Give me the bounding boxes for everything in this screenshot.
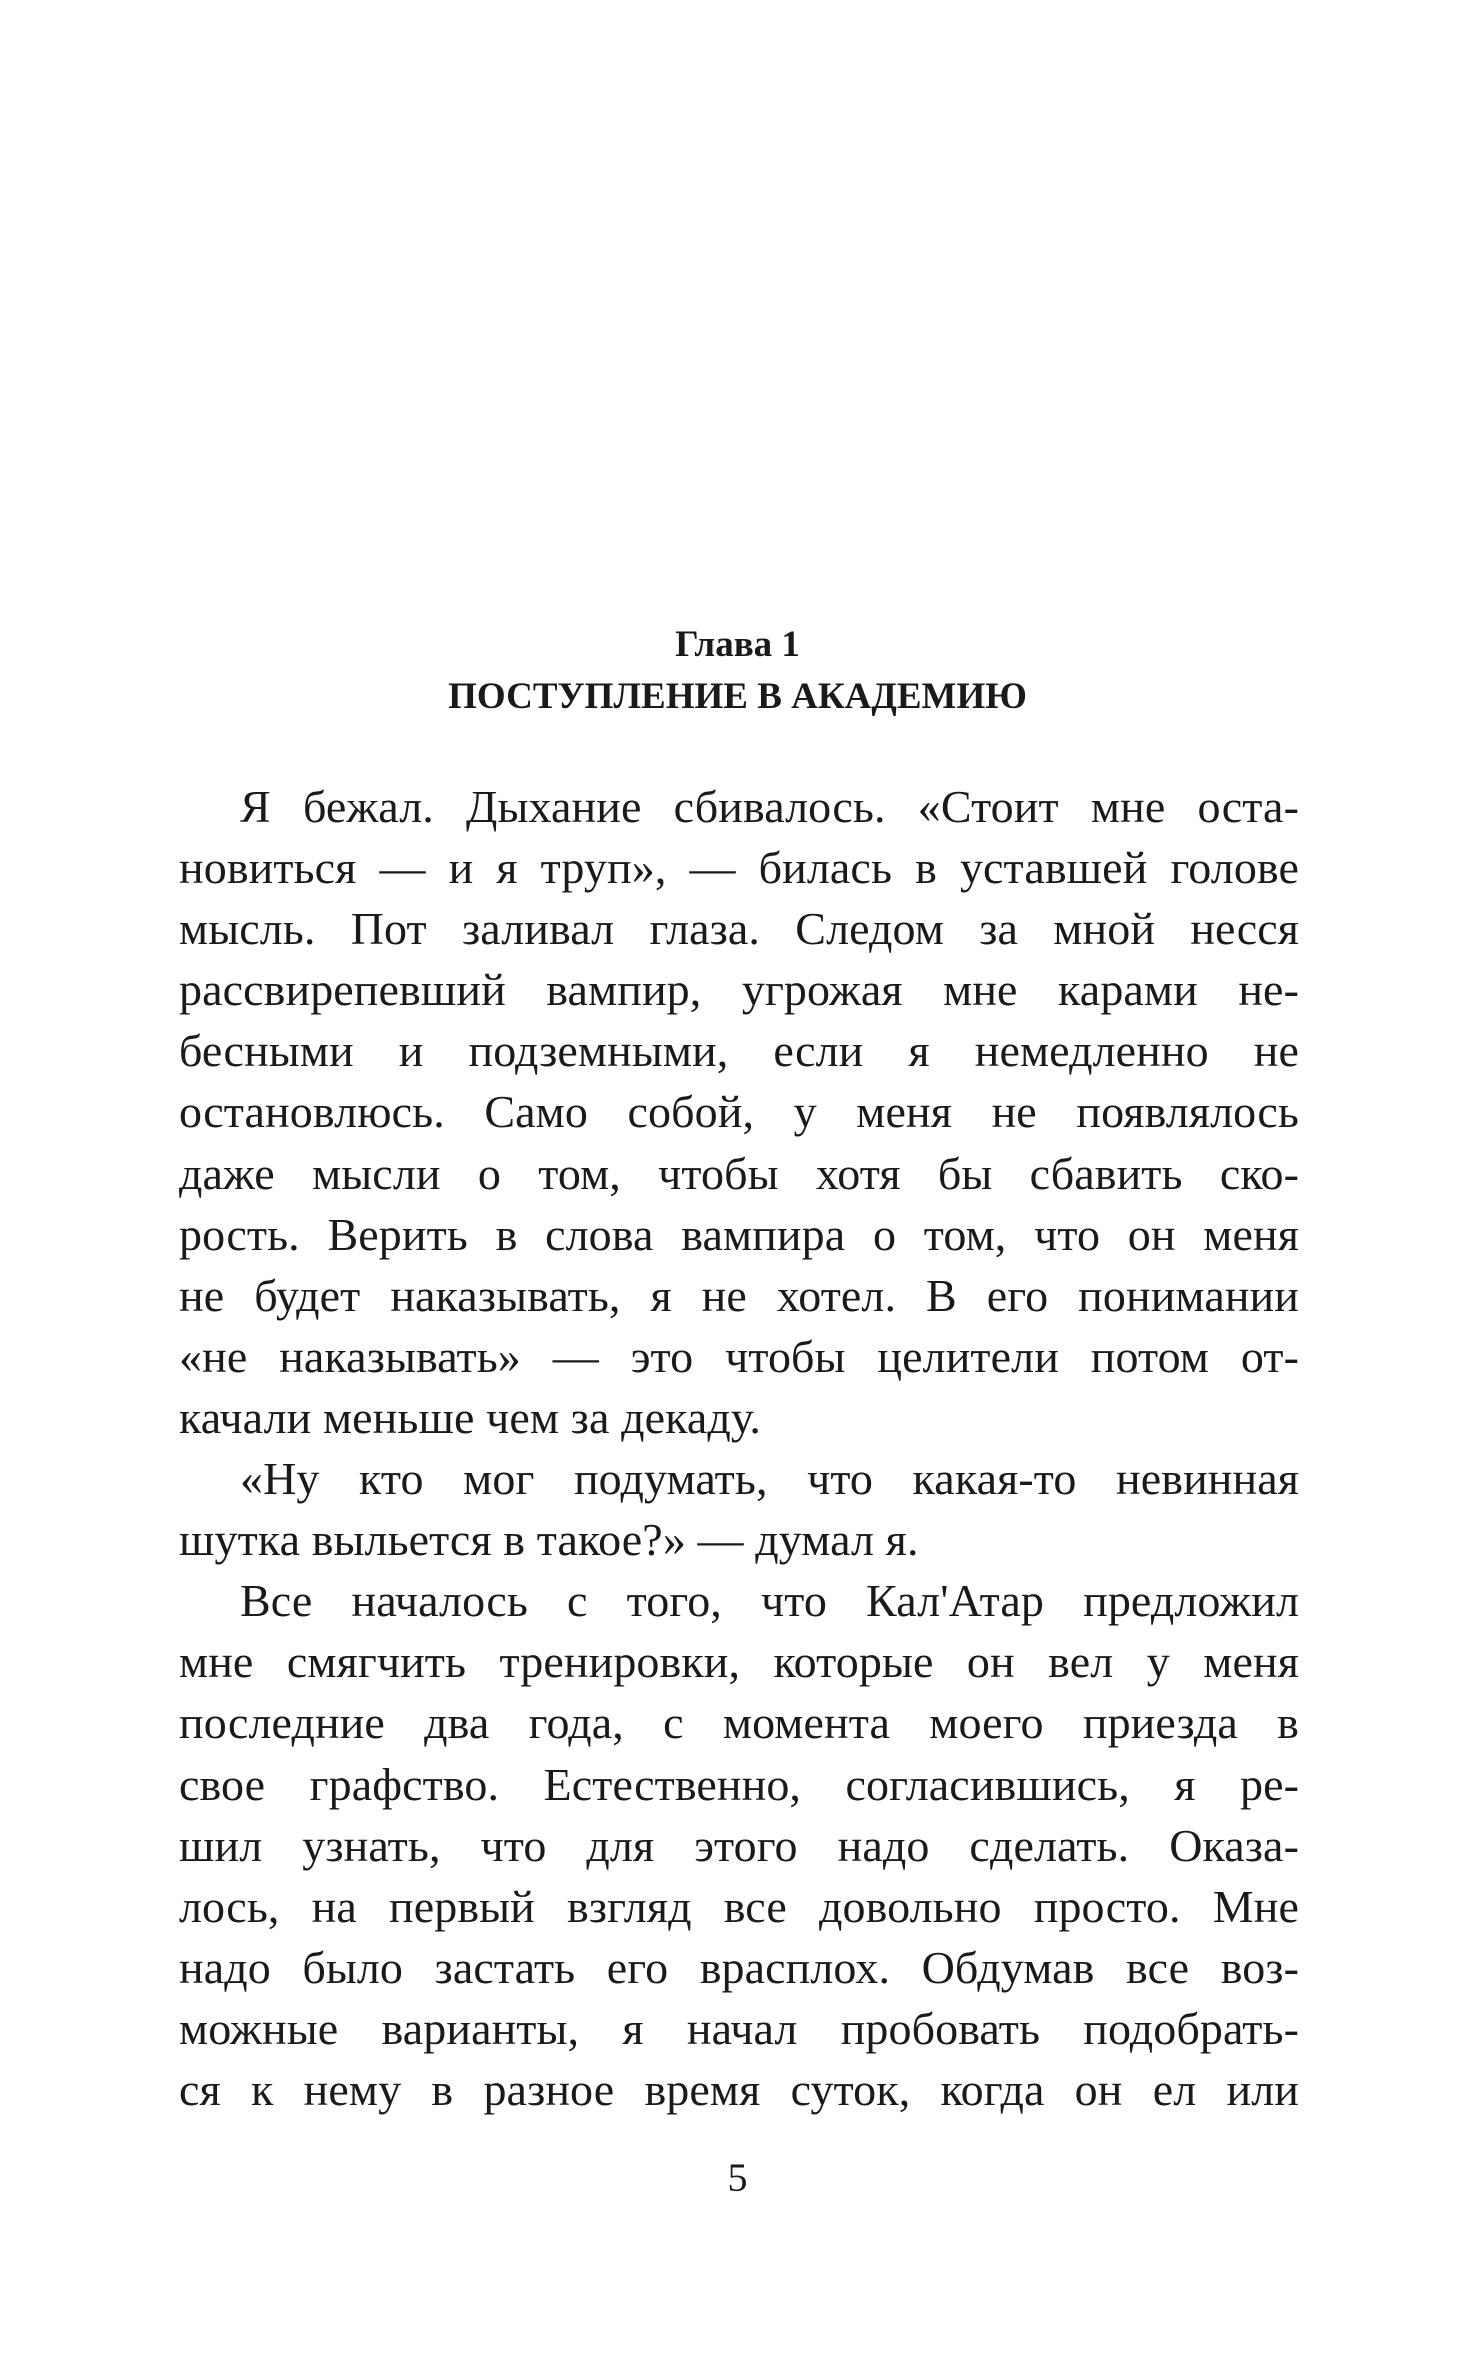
text-line: можные варианты, я начал пробовать подобрать-	[179, 2002, 1299, 2054]
text-line: мысль. Пот заливал глаза. Следом за мной несся	[179, 903, 1299, 955]
text-line: ся к нему в разное время суток, когда он ел или	[179, 2063, 1299, 2115]
text-line: Я бежал. Дыхание сбивалось. «Стоит мне оста-	[240, 781, 1299, 832]
text-line: Все началось с того, что Кал'Атар предложил	[240, 1575, 1299, 1627]
chapter-number: Глава 1	[675, 624, 800, 665]
text-line: шил узнать, что для этого надо сделать. Оказа-	[179, 1819, 1299, 1871]
text-line: «не наказывать» — это чтобы целители потом от-	[179, 1330, 1299, 1382]
text-line: лось, на первый взгляд все довольно просто. Мне	[179, 1880, 1299, 1932]
text-line: рассвирепевший вампир, угрожая мне карами не-	[179, 964, 1299, 1016]
text-line: бесными и подземными, если я немедленно не	[179, 1025, 1299, 1077]
text-line: новиться — и я труп», — билась в уставшей голове	[179, 842, 1299, 894]
text-line: «Ну кто мог подумать, что какая-то невинная	[240, 1453, 1299, 1505]
text-line: не будет наказывать, я не хотел. В его понимании	[179, 1269, 1299, 1321]
page-number: 5	[727, 2155, 748, 2200]
text-line: качали меньше чем за декаду.	[179, 1391, 761, 1443]
text-line: надо было застать его врасплох. Обдумав все воз-	[179, 1941, 1299, 1993]
text-line: последние два года, с момента моего приезда в	[179, 1697, 1299, 1749]
text-line: шутка выльется в такое?» — думал я.	[179, 1514, 919, 1566]
text-line: свое графство. Естественно, согласившись, я ре-	[179, 1758, 1299, 1810]
chapter-title: ПОСТУПЛЕНИЕ В АКАДЕМИЮ	[448, 676, 1027, 717]
text-line: даже мысли о том, чтобы хотя бы сбавить ско-	[179, 1147, 1299, 1199]
text-line: остановлюсь. Само собой, у меня не появлялось	[179, 1086, 1299, 1138]
text-line: рость. Верить в слова вампира о том, что он меня	[179, 1208, 1299, 1260]
text-line: мне смягчить тренировки, которые он вел у меня	[179, 1636, 1299, 1688]
body-text	[179, 776, 1299, 2120]
